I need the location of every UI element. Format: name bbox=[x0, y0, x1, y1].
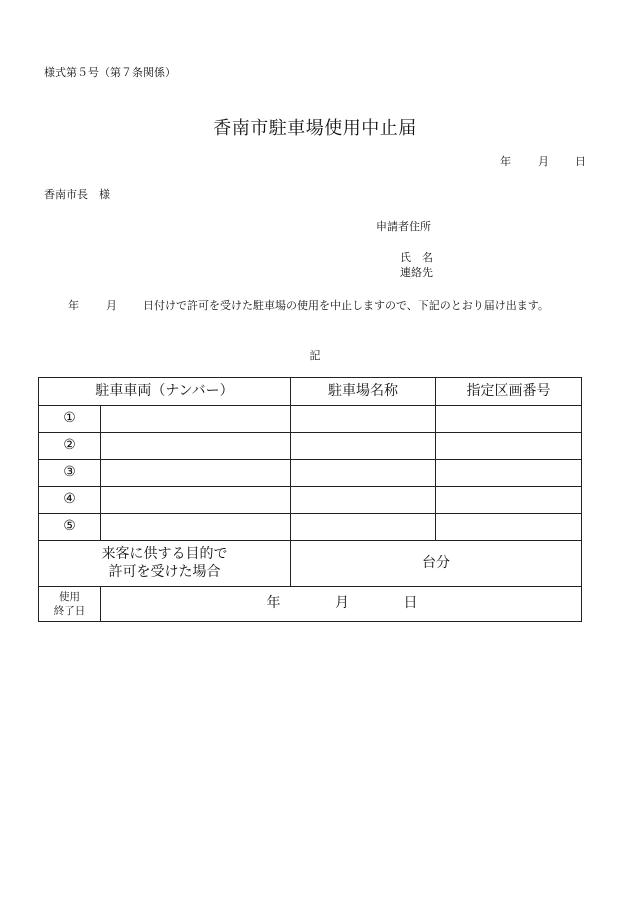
row-number: ③ bbox=[39, 460, 101, 487]
declaration-text: 日付けで許可を受けた駐車場の使用を中止しますので、下記のとおり届け出ます。 bbox=[143, 299, 549, 312]
space-number-cell[interactable] bbox=[436, 514, 582, 541]
visitor-label-line-1: 来客に供する目的で bbox=[101, 546, 228, 562]
permit-date-year: 年 bbox=[68, 299, 79, 312]
visitor-row bbox=[39, 541, 582, 587]
applicant-name-label: 氏 名 bbox=[400, 251, 433, 264]
table-row bbox=[39, 433, 582, 460]
ki-heading: 記 bbox=[309, 349, 321, 362]
header-parking-name: 駐車場名称 bbox=[291, 378, 436, 406]
parking-name-cell[interactable] bbox=[291, 514, 436, 541]
table-row bbox=[39, 406, 582, 433]
parking-name-cell[interactable] bbox=[291, 460, 436, 487]
vehicle-number-cell[interactable] bbox=[101, 460, 291, 487]
end-date-label-line-1: 使用 bbox=[59, 590, 80, 603]
permit-date-month: 月 bbox=[106, 299, 117, 312]
end-date-label bbox=[39, 587, 101, 622]
table-row bbox=[39, 487, 582, 514]
visitor-label-line-2: 許可を受けた場合 bbox=[108, 563, 221, 580]
addressee: 香南市長 様 bbox=[44, 188, 110, 201]
space-number-cell[interactable] bbox=[436, 433, 582, 460]
header-vehicle: 駐車車両（ナンバー） bbox=[39, 378, 291, 406]
form-number: 様式第５号（第７条関係） bbox=[44, 66, 176, 79]
row-number: ① bbox=[39, 406, 101, 433]
visitor-unit-count[interactable]: 台分 bbox=[291, 541, 582, 587]
submission-date-day: 日 bbox=[575, 155, 586, 168]
applicant-address-label: 申請者住所 bbox=[376, 220, 431, 233]
vehicle-number-cell[interactable] bbox=[101, 514, 291, 541]
space-number-cell[interactable] bbox=[436, 406, 582, 433]
end-date-label-line-2: 終了日 bbox=[53, 605, 86, 617]
submission-date-year: 年 bbox=[500, 155, 511, 168]
vehicle-number-cell[interactable] bbox=[101, 487, 291, 514]
space-number-cell[interactable] bbox=[436, 487, 582, 514]
table-header-row bbox=[39, 378, 582, 406]
row-number: ② bbox=[39, 433, 101, 460]
parking-name-cell[interactable] bbox=[291, 433, 436, 460]
row-number: ④ bbox=[39, 487, 101, 514]
table-row bbox=[39, 460, 582, 487]
row-number: ⑤ bbox=[39, 514, 101, 541]
table-row bbox=[39, 514, 582, 541]
parking-table bbox=[38, 377, 582, 622]
visitor-label bbox=[39, 541, 291, 587]
space-number-cell[interactable] bbox=[436, 460, 582, 487]
vehicle-number-cell[interactable] bbox=[101, 433, 291, 460]
vehicle-number-cell[interactable] bbox=[101, 406, 291, 433]
header-space-number: 指定区画番号 bbox=[436, 378, 582, 406]
end-date-value[interactable]: 年 月 日 bbox=[101, 587, 582, 622]
submission-date-month: 月 bbox=[538, 155, 549, 168]
end-date-row bbox=[39, 587, 582, 622]
parking-name-cell[interactable] bbox=[291, 406, 436, 433]
document-title: 香南市駐車場使用中止届 bbox=[213, 118, 417, 139]
parking-name-cell[interactable] bbox=[291, 487, 436, 514]
applicant-contact-label: 連絡先 bbox=[400, 266, 433, 279]
